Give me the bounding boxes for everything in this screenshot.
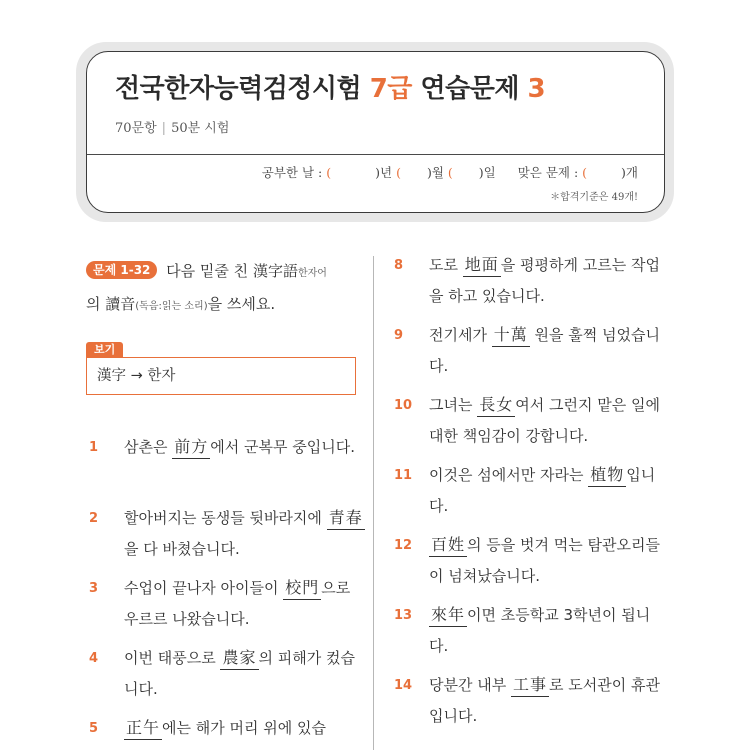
test-info <box>115 117 229 136</box>
pass-criteria: ＊합격기준은 49개! <box>550 192 638 203</box>
example-label: 보기 <box>86 342 123 358</box>
target-word: 地面 <box>463 254 501 277</box>
question-14: 14 당분간 내부 工事 로 도서관이 휴관입니다. <box>394 675 660 725</box>
question-3: 3 수업이 끝나자 아이들이 校門 으로 우르르 나왔습니다. <box>89 578 351 628</box>
column-divider <box>373 256 374 750</box>
question-count: 70문항 <box>115 121 157 136</box>
question-8: 8 도로 地面 을 평평하게 고르는 작업을 하고 있습니다. <box>394 255 660 305</box>
question-4: 4 이번 태풍으로 農家 의 피해가 컸습니다. <box>89 648 355 698</box>
target-word: 農家 <box>220 647 258 670</box>
study-record: 공부한 날 : ( )년 ( )월 ( )일 맞은 문제 : ( )개 <box>261 165 638 180</box>
header-divider <box>87 154 664 155</box>
target-word: 正午 <box>124 717 162 740</box>
question-10: 10 그녀는 長女 여서 그런지 맡은 일에 대한 책임감이 강합니다. <box>394 395 660 445</box>
target-word: 前方 <box>172 436 210 459</box>
page-title: 전국한자능력검정시험 7급 연습문제 3 <box>115 74 546 104</box>
question-12: 12 百姓 의 등을 벗겨 먹는 탐관오리들이 넘쳐났습니다. <box>394 535 660 585</box>
question-range-badge: 문제 1-32 <box>86 261 157 279</box>
question-5: 5 正午 에는 해가 머리 위에 있습 <box>89 713 365 744</box>
target-word: 校門 <box>283 577 321 600</box>
example-content: 漢字 → 한자 <box>86 357 356 395</box>
header-card <box>86 51 665 213</box>
question-2: 2 할아버지는 동생들 뒷바라지에 青春을 다 바쳤습니다. <box>89 508 363 558</box>
question-13: 13 來年 이면 초등학교 3학년이 됩니다. <box>394 605 651 655</box>
target-word: 十萬 <box>492 324 530 347</box>
target-word: 工事 <box>511 674 549 697</box>
question-11: 11 이것은 섬에서만 자라는 植物 입니다. <box>394 465 656 515</box>
target-word: 長女 <box>477 394 515 417</box>
test-time: 50분 시험 <box>171 121 230 136</box>
target-word: 百姓 <box>429 534 467 557</box>
target-word: 來年 <box>429 604 467 627</box>
question-9: 9 전기세가 十萬 원을 훌쩍 넘었습니다. <box>394 325 660 375</box>
info-separator: | <box>161 121 167 136</box>
target-word: 青春 <box>327 507 365 530</box>
example-box <box>86 343 358 396</box>
instruction: 문제 1-32 다음 밑줄 친 漢字語한자어 의 讀音(독음:읽는 소리)을 쓰세요. <box>86 262 327 313</box>
target-word: 植物 <box>588 464 626 487</box>
question-1: 1 삼촌은 前方 에서 군복무 중입니다. <box>89 432 365 463</box>
